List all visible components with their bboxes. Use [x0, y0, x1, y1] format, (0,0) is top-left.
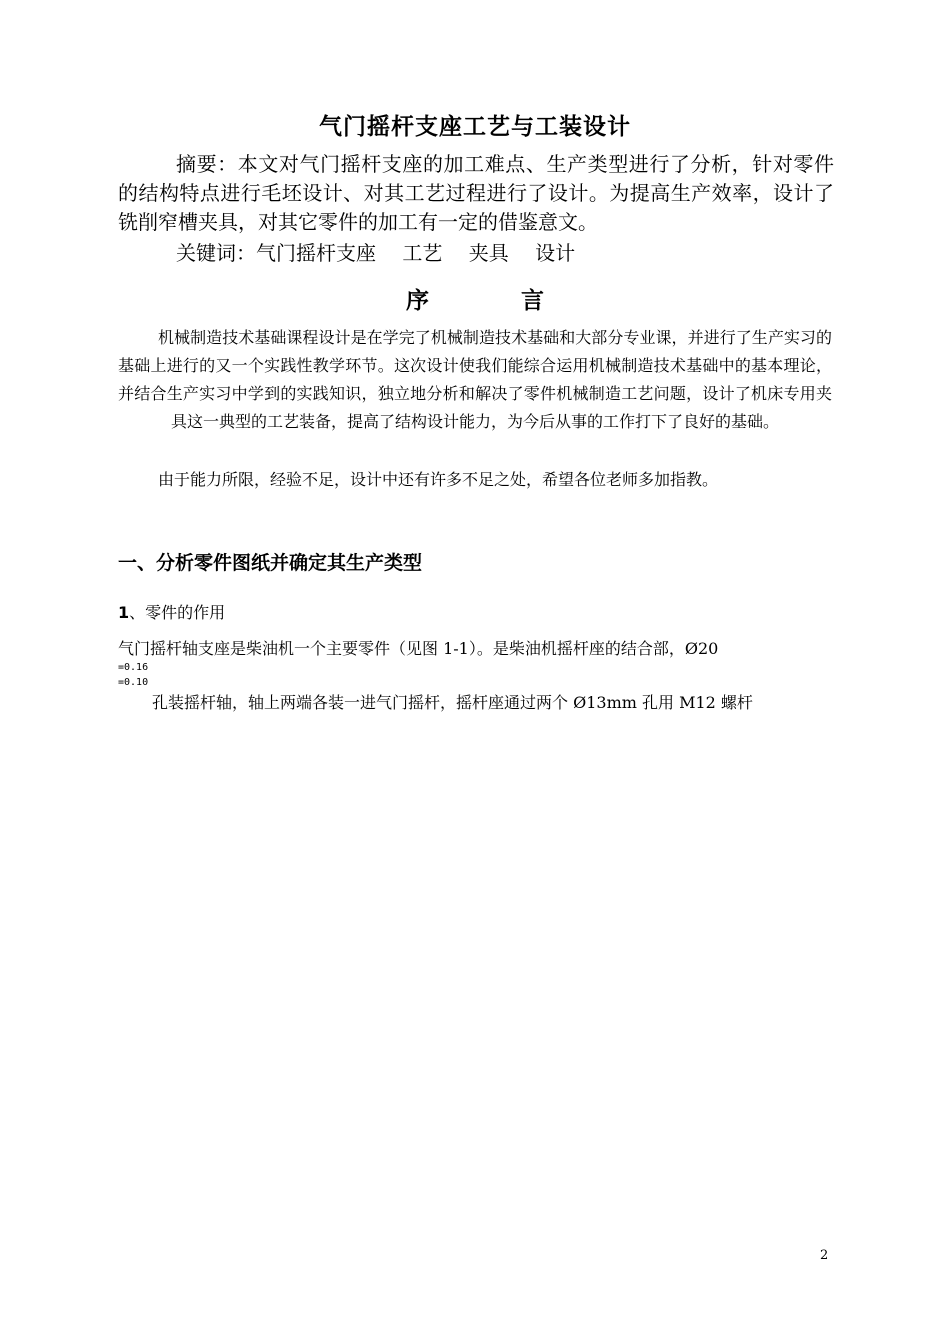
- subsection-number: 1: [118, 603, 130, 622]
- preface-paragraph: 机械制造技术基础课程设计是在学完了机械制造技术基础和大部分专业课，并进行了生产实习的基础上进行的又一个实践性教学环节。这次设计使我们能综合运用机械制造技术基础中的基本理论，并结合生产实习中学到的实践知识，独立地分析和解决了零件机械制造工艺问题，设计了机床专用夹具这一典型的工艺装备，提高了结构设计能力，为今后从事的工作打下了良好的基础。: [118, 328, 832, 431]
- tolerance-upper: =0.16: [118, 662, 149, 673]
- keywords-line: 关键词：气门摇杆支座 工艺 夹具 设计: [176, 241, 576, 265]
- subsection-heading: [118, 600, 225, 623]
- document-title: 气门摇杆支座工艺与工装设计: [319, 114, 631, 140]
- section-heading: 一、分析零件图纸并确定其生产类型: [118, 552, 423, 574]
- preface-title: 序 言: [406, 288, 544, 314]
- preface-note: 由于能力所限，经验不足，设计中还有许多不足之处，希望各位老师多加指教。: [158, 470, 719, 489]
- subsection-title: 、零件的作用: [129, 603, 226, 622]
- tolerance-lower: =0.10: [118, 677, 149, 688]
- abstract-paragraph: 摘要：本文对气门摇杆支座的加工难点、生产类型进行了分析，针对零件的结构特点进行毛坯设计、对其工艺过程进行了设计。为提高生产效率，设计了铣削窄槽夹具，对其它零件的加工有一定的借鉴意文。: [118, 152, 834, 234]
- body-text-line: 气门摇杆轴支座是柴油机一个主要零件（见图 1-1）。是柴油机摇杆座的结合部，Ø20: [118, 639, 719, 658]
- page-number: 2: [820, 1248, 829, 1263]
- body-text-line: 孔装摇杆轴，轴上两端各装一进气门摇杆，摇杆座通过两个 Ø13mm 孔用 M12 螺杆: [152, 693, 753, 712]
